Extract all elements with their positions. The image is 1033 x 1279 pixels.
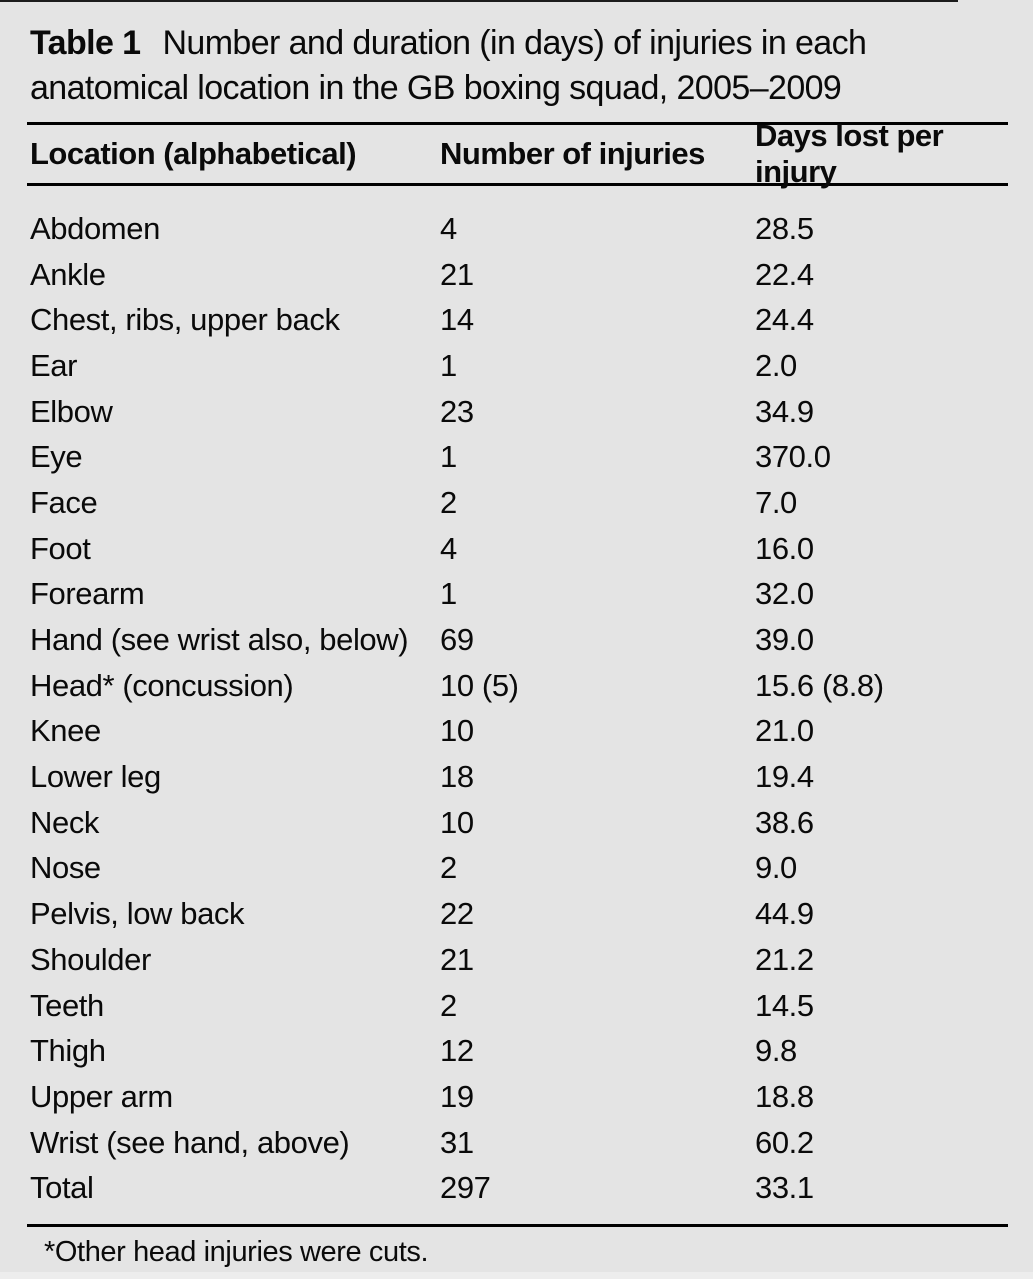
column-header-injuries: Number of injuries: [440, 136, 705, 171]
table-row: [30, 617, 1008, 663]
cell-days: 18.8: [755, 1078, 814, 1114]
cell-location: Face: [30, 484, 98, 520]
table-caption: [30, 0, 980, 111]
cell-location: Neck: [30, 804, 100, 840]
column-header-days: Days lost per injury: [755, 118, 944, 189]
cell-days: 28.5: [755, 210, 814, 246]
table-label: Table 1: [30, 24, 141, 62]
table-row: [30, 800, 1008, 846]
table-row: [30, 480, 1008, 526]
cell-location: Abdomen: [30, 210, 160, 246]
cell-location: Head* (concussion): [30, 667, 294, 703]
cell-location: Elbow: [30, 393, 113, 429]
cell-days: 32.0: [755, 576, 814, 612]
cell-injuries: 1: [440, 439, 457, 475]
cell-injuries: 10: [440, 804, 474, 840]
cell-days: 33.1: [755, 1170, 814, 1206]
cell-days: 2.0: [755, 347, 797, 383]
table-row: [30, 1120, 1008, 1166]
cell-location: Hand (see wrist also, below): [30, 622, 409, 658]
table-row: [30, 297, 1008, 343]
table-body: [30, 186, 1008, 1211]
cell-location: Pelvis, low back: [30, 896, 245, 932]
page-bottom-edge: [0, 1272, 1033, 1279]
cell-injuries: 2: [440, 987, 457, 1023]
table-row: [30, 572, 1008, 618]
cell-location: Nose: [30, 850, 101, 886]
cell-injuries: 10 (5): [440, 667, 519, 703]
cell-injuries: 2: [440, 850, 457, 886]
cell-location: Ankle: [30, 256, 106, 292]
table-row: [30, 983, 1008, 1029]
cell-injuries: 1: [440, 347, 457, 383]
cell-location: Upper arm: [30, 1078, 173, 1114]
cell-injuries: 21: [440, 256, 474, 292]
table-row: [30, 709, 1008, 755]
cell-location: Lower leg: [30, 759, 161, 795]
cell-injuries: 31: [440, 1124, 474, 1160]
table-row: [30, 846, 1008, 892]
cell-location: Ear: [30, 347, 78, 383]
table-row: [30, 1028, 1008, 1074]
cell-days: 34.9: [755, 393, 814, 429]
cell-injuries: 2: [440, 484, 457, 520]
cell-injuries: 1: [440, 576, 457, 612]
cell-location: Forearm: [30, 576, 145, 612]
cell-days: 21.2: [755, 941, 814, 977]
table-row: [30, 891, 1008, 937]
cell-location: Knee: [30, 713, 101, 749]
cell-days: 9.8: [755, 1033, 797, 1069]
cell-days: 15.6 (8.8): [755, 667, 884, 703]
cell-days: 24.4: [755, 302, 814, 338]
cell-injuries: 21: [440, 941, 474, 977]
cell-location: Eye: [30, 439, 83, 475]
cell-days: 9.0: [755, 850, 797, 886]
cell-days: 22.4: [755, 256, 814, 292]
column-header-location: Location (alphabetical): [30, 136, 357, 171]
table-footnote: *Other head injuries were cuts.: [44, 1236, 429, 1269]
table-row: [30, 1165, 1008, 1211]
table-title: Number and duration (in days) of injuries in each anatomical location in the GB boxing squad, 2005–2009: [30, 24, 867, 107]
cell-location: Teeth: [30, 987, 104, 1023]
cell-days: 14.5: [755, 987, 814, 1023]
cell-location: Foot: [30, 530, 91, 566]
cell-days: 19.4: [755, 759, 814, 795]
cell-injuries: 14: [440, 302, 474, 338]
table-row: [30, 937, 1008, 983]
cell-location: Shoulder: [30, 941, 151, 977]
cell-injuries: 22: [440, 896, 474, 932]
table-row: [30, 389, 1008, 435]
cell-injuries: 69: [440, 622, 474, 658]
table-row: [30, 526, 1008, 572]
cell-days: 7.0: [755, 484, 797, 520]
cell-days: 38.6: [755, 804, 814, 840]
cell-injuries: 12: [440, 1033, 474, 1069]
table-row: [30, 206, 1008, 252]
cell-days: 21.0: [755, 713, 814, 749]
cell-days: 370.0: [755, 439, 831, 475]
cell-days: 44.9: [755, 896, 814, 932]
table-row: [30, 434, 1008, 480]
table-row: [30, 663, 1008, 709]
cell-injuries: 297: [440, 1170, 491, 1206]
cell-injuries: 19: [440, 1078, 474, 1114]
cell-injuries: 4: [440, 530, 457, 566]
cell-location: Chest, ribs, upper back: [30, 302, 340, 338]
table-header-row: [30, 118, 1008, 189]
cell-injuries: 10: [440, 713, 474, 749]
page-top-rule: [0, 0, 958, 2]
cell-injuries: 4: [440, 210, 457, 246]
table-row: [30, 343, 1008, 389]
table-row: [30, 1074, 1008, 1120]
cell-location: Wrist (see hand, above): [30, 1124, 350, 1160]
cell-days: 60.2: [755, 1124, 814, 1160]
cell-injuries: 18: [440, 759, 474, 795]
cell-location: Thigh: [30, 1033, 106, 1069]
cell-injuries: 23: [440, 393, 474, 429]
table-row: [30, 252, 1008, 298]
table-row: [30, 754, 1008, 800]
cell-days: 39.0: [755, 622, 814, 658]
cell-location: Total: [30, 1170, 94, 1206]
cell-days: 16.0: [755, 530, 814, 566]
